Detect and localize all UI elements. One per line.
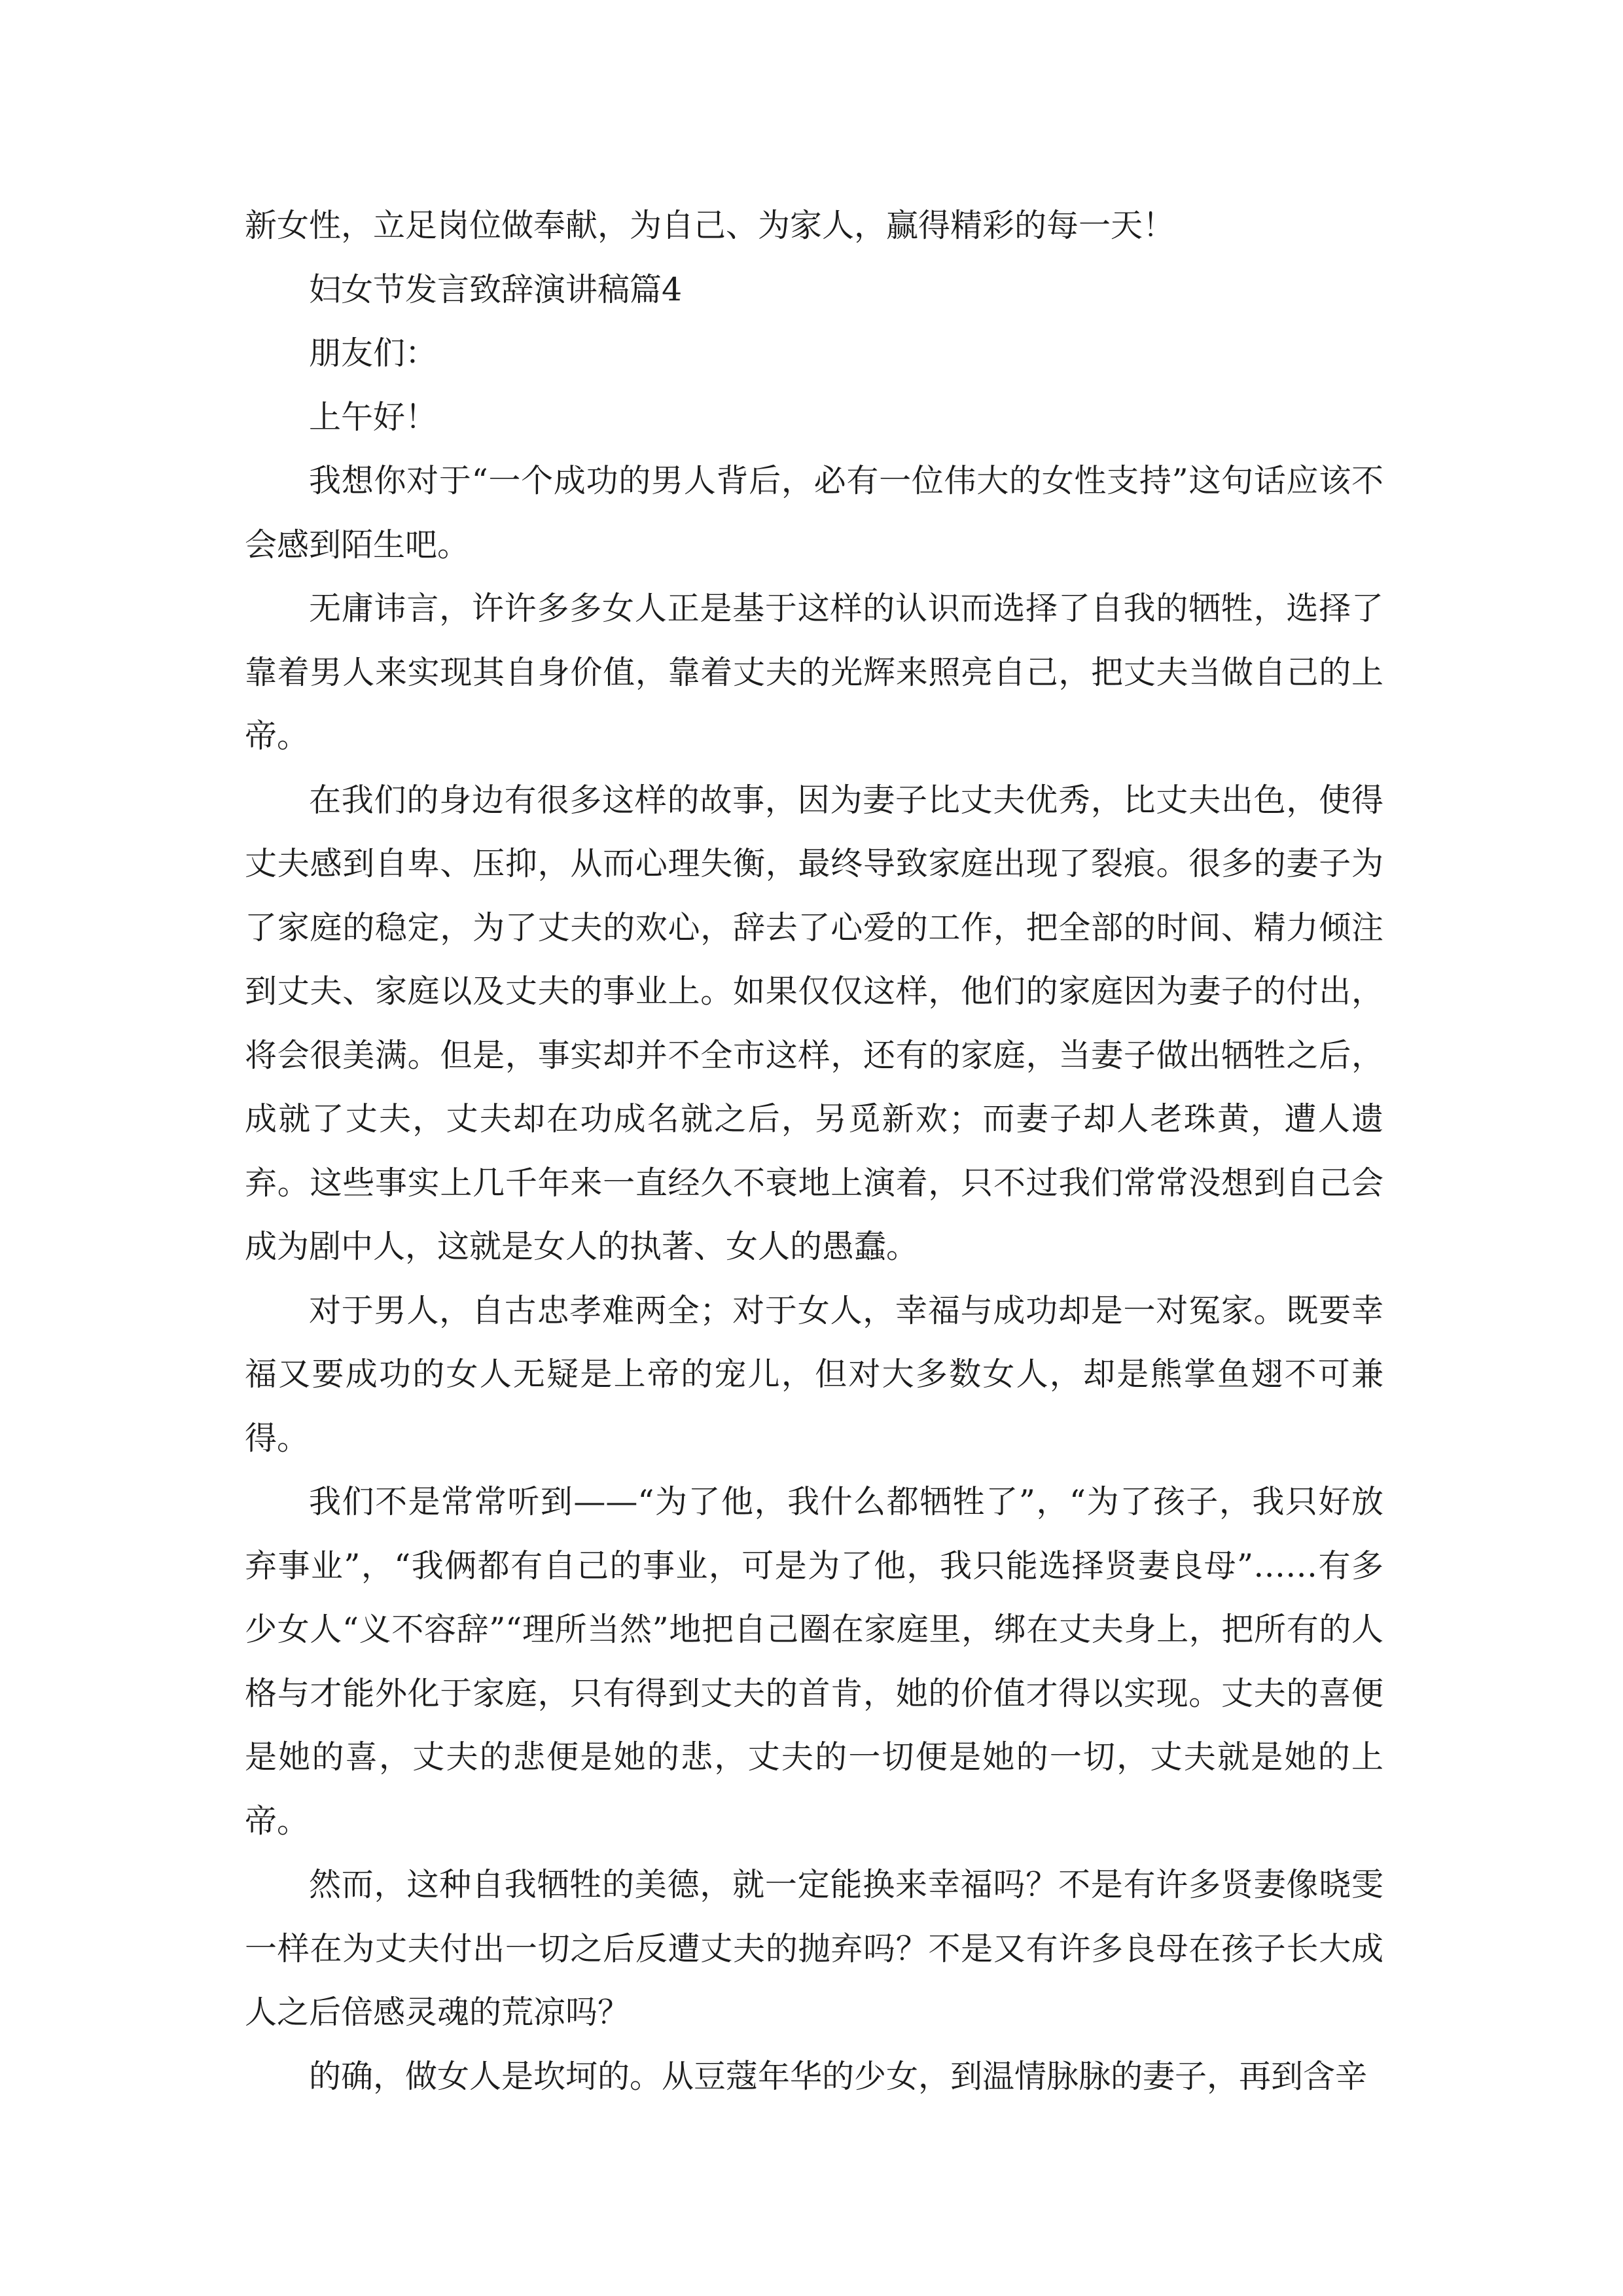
paragraph: 无庸讳言，许许多多女人正是基于这样的认识而选择了自我的牺牲，选择了靠着男人来实现其自身价值，靠着丈夫的光辉来照亮自己，把丈夫当做自己的上帝。 bbox=[245, 590, 1383, 755]
paragraph: 在我们的身边有很多这样的故事，因为妻子比丈夫优秀，比丈夫出色，使得丈夫感到自卑、压抑，从而心理失衡，最终导致家庭出现了裂痕。很多的妻子为了家庭的稳定，为了丈夫的欢心，辞去了心爱的工作，把全部的时间、精力倾注到丈夫、家庭以及丈夫的事业上。如果仅仅这样，他们的家庭因为妻子的付出，将会很美满。但是，事实却并不全市这样，还有的家庭，当妻子做出牺牲之后，成就了丈夫，丈夫却在功成名就之后，另觅新欢；而妻子却人老珠黄，遭人遗弃。这些事实上几千年来一直经久不衰地上演着，只不过我们常常没想到自己会成为剧中人，这就是女人的执著、女人的愚蠢。 bbox=[245, 781, 1383, 1265]
section-heading: 妇女节发言致辞演讲稿篇4 bbox=[309, 270, 683, 308]
paragraph: 然而，这种自我牺牲的美德，就一定能换来幸福吗？不是有许多贤妻像晓雯一样在为丈夫付出一切之后反遭丈夫的抛弃吗？不是又有许多良母在孩子长大成人之后倍感灵魂的荒凉吗？ bbox=[245, 1866, 1383, 2031]
paragraph: 我想你对于“一个成功的男人背后，必有一位伟大的女性支持”这句话应该不会感到陌生吧。 bbox=[245, 462, 1383, 564]
paragraph-truncated: 的确，做女人是坎坷的。从豆蔻年华的少女，到温情脉脉的妻子，再到含辛 bbox=[309, 2057, 1368, 2095]
paragraph-continuation: 新女性，立足岗位做奉献，为自己、为家人，赢得精彩的每一天！ bbox=[245, 207, 1175, 244]
greeting: 上午好！ bbox=[309, 398, 438, 436]
salutation: 朋友们： bbox=[309, 334, 438, 372]
paragraph: 我们不是常常听到——“为了他，我什么都牺牲了”，“为了孩子，我只好放弃事业”，“我俩都有自己的事业，可是为了他，我只能选择贤妻良母”……有多少女人“义不容辞”“理所当然”地把自己圈在家庭里，绑在丈夫身上，把所有的人格与才能外化于家庭，只有得到丈夫的首肯，她的价值才得以实现。丈夫的喜便是她的喜，丈夫的悲便是她的悲，丈夫的一切便是她的一切，丈夫就是她的上帝。 bbox=[245, 1483, 1383, 1840]
paragraph: 对于男人，自古忠孝难两全；对于女人，幸福与成功却是一对冤家。既要幸福又要成功的女人无疑是上帝的宠儿，但对大多数女人，却是熊掌鱼翅不可兼得。 bbox=[245, 1291, 1383, 1457]
document-page bbox=[245, 194, 1383, 2108]
